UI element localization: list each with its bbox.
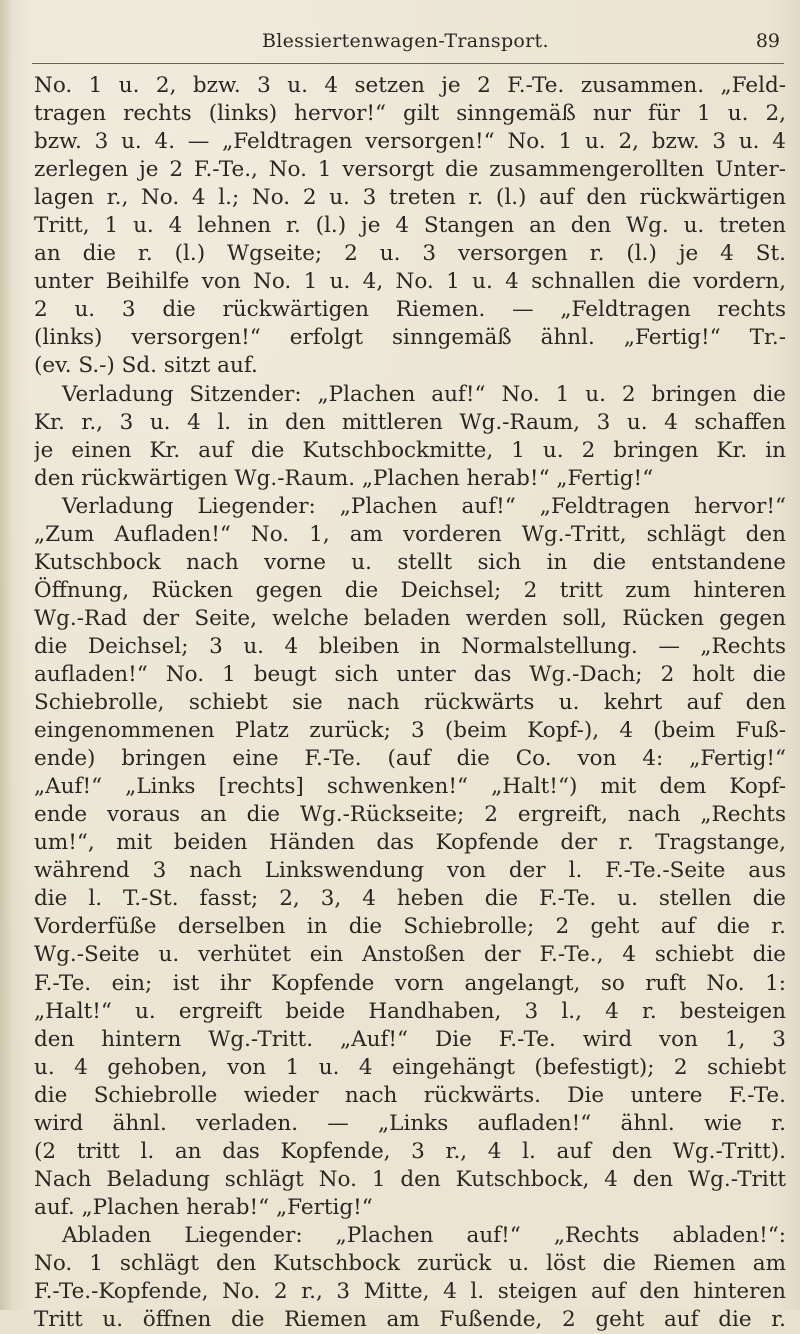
text-line: Verladung Sitzender: „Plachen auf!“ No. 1 u. 2 bringen die — [62, 381, 786, 407]
text-line: eingenommenen Platz zurück; 3 (beim Kopf-), 4 (beim Fuß- — [34, 718, 786, 744]
text-line: F.-Te. ein; ist ihr Kopfende vorn angelangt, so ruft No. 1: — [34, 970, 786, 996]
text-line: „Halt!“ u. ergreift beide Handhaben, 3 l., 4 r. besteigen — [34, 998, 786, 1024]
running-title: Blessiertenwagen-Transport. — [262, 30, 549, 52]
text-line: die l. T.-St. fasst; 2, 3, 4 heben die F.-Te. u. stellen die — [34, 886, 786, 912]
text-line: an die r. (l.) Wgseite; 2 u. 3 versorgen r. (l.) je 4 St. — [34, 241, 786, 267]
text-line: Schiebrolle, schiebt sie nach rückwärts u. kehrt auf den — [34, 690, 786, 716]
text-line: Öffnung, Rücken gegen die Deichsel; 2 tritt zum hinteren — [34, 577, 786, 603]
text-line: 2 u. 3 die rückwärtigen Riemen. — „Feldtragen rechts — [34, 297, 786, 323]
text-line: „Auf!“ „Links [rechts] schwenken!“ „Halt!“) mit dem Kopf- — [34, 774, 786, 800]
text-line: unter Beihilfe von No. 1 u. 4, No. 1 u. 4 schnallen die vordern, — [34, 269, 786, 295]
text-line: die Deichsel; 3 u. 4 bleiben in Normalstellung. — „Rechts — [34, 633, 786, 659]
text-line: Verladung Liegender: „Plachen auf!“ „Feldtragen hervor!“ — [62, 493, 786, 519]
text-line: Kr. r., 3 u. 4 l. in den mittleren Wg.-Raum, 3 u. 4 schaffen — [34, 409, 786, 435]
text-line: (links) versorgen!“ erfolgt sinngemäß ähnl. „Fertig!“ Tr.- — [34, 325, 786, 351]
text-line: F.-Te.-Kopfende, No. 2 r., 3 Mitte, 4 l. steigen auf den hinteren — [34, 1279, 786, 1305]
body-text — [34, 72, 786, 1334]
text-line: Wg.-Seite u. verhütet ein Anstoßen der F.-Te., 4 schiebt die — [34, 942, 786, 968]
text-line: ende voraus an die Wg.-Rückseite; 2 ergreift, nach „Rechts — [34, 802, 786, 828]
text-line: auf. „Plachen herab!“ „Fertig!“ — [34, 1194, 373, 1220]
text-line: u. 4 gehoben, von 1 u. 4 eingehängt (befestigt); 2 schiebt — [34, 1054, 786, 1080]
text-line: um!“, mit beiden Händen das Kopfende der r. Tragstange, — [34, 830, 786, 856]
text-line: bzw. 3 u. 4. — „Feldtragen versorgen!“ No. 1 u. 2, bzw. 3 u. 4 — [34, 129, 786, 155]
text-line: den hintern Wg.-Tritt. „Auf!“ Die F.-Te. wird von 1, 3 — [34, 1026, 786, 1052]
text-line: Abladen Liegender: „Plachen auf!“ „Rechts abladen!“: — [62, 1222, 786, 1248]
text-line: No. 1 u. 2, bzw. 3 u. 4 setzen je 2 F.-Te. zusammen. „Feld- — [34, 73, 786, 98]
text-line: während 3 nach Linkswendung von der l. F.-Te.-Seite aus — [34, 858, 786, 884]
binding-edge — [0, 0, 12, 1310]
text-line: No. 1 schlägt den Kutschbock zurück u. löst die Riemen am — [34, 1250, 786, 1276]
text-line: Vorderfüße derselben in die Schiebrolle; 2 geht auf die r. — [34, 914, 786, 940]
text-line: Kutschbock nach vorne u. stellt sich in die entstandene — [34, 549, 786, 575]
text-line: zerlegen je 2 F.-Te., No. 1 versorgt die zusammengerollten Unter- — [34, 157, 786, 183]
text-line: Tritt u. öffnen die Riemen am Fußende, 2 geht auf die r. — [34, 1307, 786, 1333]
text-line: tragen rechts (links) hervor!“ gilt sinngemäß nur für 1 u. 2, — [34, 101, 786, 127]
text-line: die Schiebrolle wieder nach rückwärts. Die untere F.-Te. — [34, 1082, 786, 1108]
text-line: den rückwärtigen Wg.-Raum. „Plachen herab!“ „Fertig!“ — [34, 465, 654, 491]
text-line: ende) bringen eine F.-Te. (auf die Co. von 4: „Fertig!“ — [34, 746, 786, 772]
text-line: (ev. S.-) Sd. sitzt auf. — [34, 353, 258, 379]
text-line: (2 tritt l. an das Kopfende, 3 r., 4 l. auf den Wg.-Tritt). — [34, 1138, 786, 1164]
text-line: Nach Beladung schlägt No. 1 den Kutschbock, 4 den Wg.-Tritt — [34, 1166, 786, 1192]
text-line: je einen Kr. auf die Kutschbockmitte, 1 u. 2 bringen Kr. in — [34, 437, 786, 463]
text-line: Wg.-Rad der Seite, welche beladen werden soll, Rücken gegen — [34, 605, 786, 631]
text-line: wird ähnl. verladen. — „Links aufladen!“ ähnl. wie r. — [34, 1110, 786, 1136]
page-header — [34, 28, 782, 58]
text-line: lagen r., No. 4 l.; No. 2 u. 3 treten r. (l.) auf den rückwärtigen — [34, 185, 786, 211]
text-line: Tritt, 1 u. 4 lehnen r. (l.) je 4 Stangen an den Wg. u. treten — [34, 213, 786, 239]
text-line: aufladen!“ No. 1 beugt sich unter das Wg.-Dach; 2 holt die — [34, 661, 786, 687]
text-line: „Zum Aufladen!“ No. 1, am vorderen Wg.-Tritt, schlägt den — [34, 521, 786, 547]
page-number: 89 — [755, 30, 780, 52]
header-rule — [32, 63, 784, 64]
